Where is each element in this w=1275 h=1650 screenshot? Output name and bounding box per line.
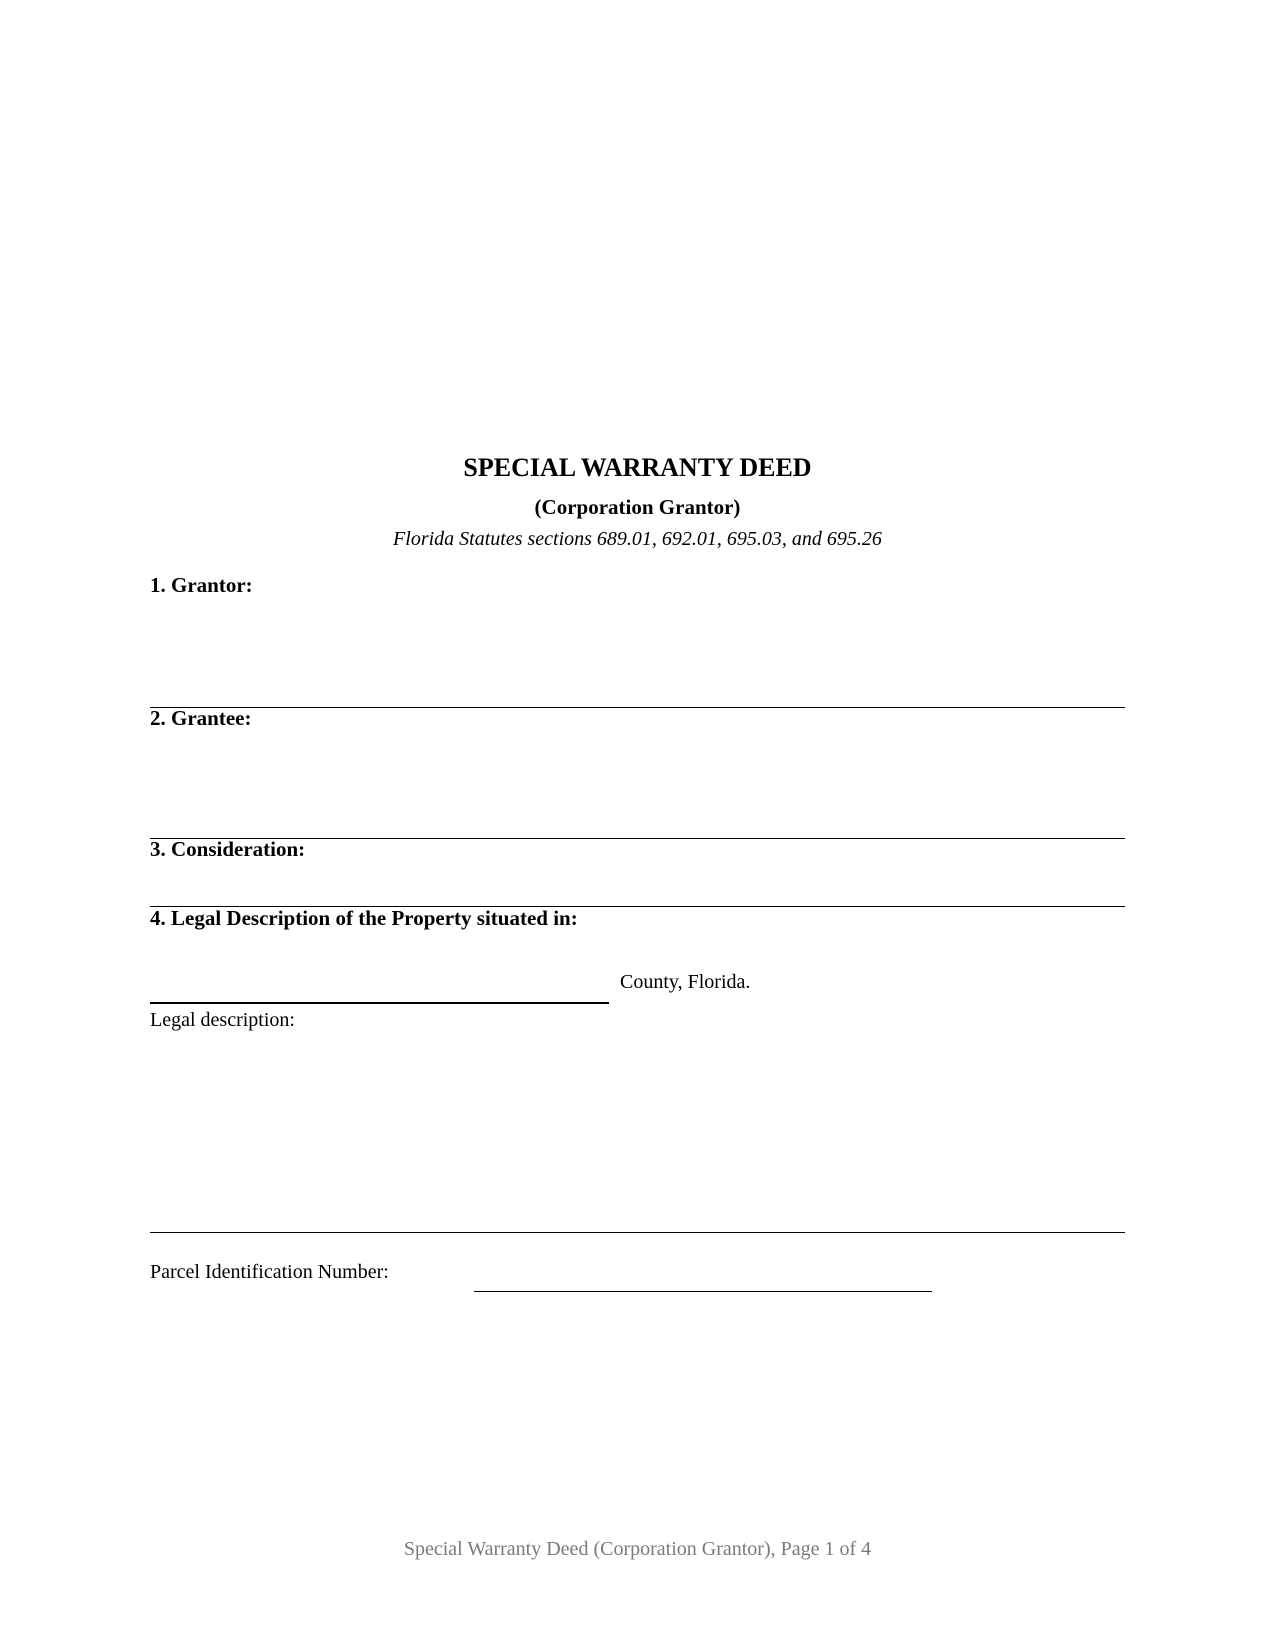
legal-description-heading: 4. Legal Description of the Property situated in:	[150, 906, 578, 930]
legal-description-line[interactable]	[150, 1232, 1125, 1233]
grantee-label: 2. Grantee:	[150, 706, 252, 730]
consideration-label: 3. Consideration:	[150, 837, 306, 861]
parcel-id-line[interactable]	[474, 1291, 932, 1292]
parcel-id-label: Parcel Identification Number:	[150, 1261, 389, 1283]
page-footer: Special Warranty Deed (Corporation Grantor), Page 1 of 4	[403, 1538, 872, 1560]
grantor-label: 1. Grantor:	[150, 573, 253, 597]
legal-description-label: Legal description:	[150, 1009, 295, 1031]
county-line[interactable]	[150, 1002, 609, 1004]
document-subtitle: (Corporation Grantor)	[534, 495, 741, 519]
document-title: SPECIAL WARRANTY DEED	[463, 453, 812, 482]
county-suffix: County, Florida.	[620, 971, 751, 993]
statutes-reference: Florida Statutes sections 689.01, 692.01, 695.03, and 695.26	[393, 528, 882, 550]
grantor-line[interactable]	[150, 707, 1125, 708]
